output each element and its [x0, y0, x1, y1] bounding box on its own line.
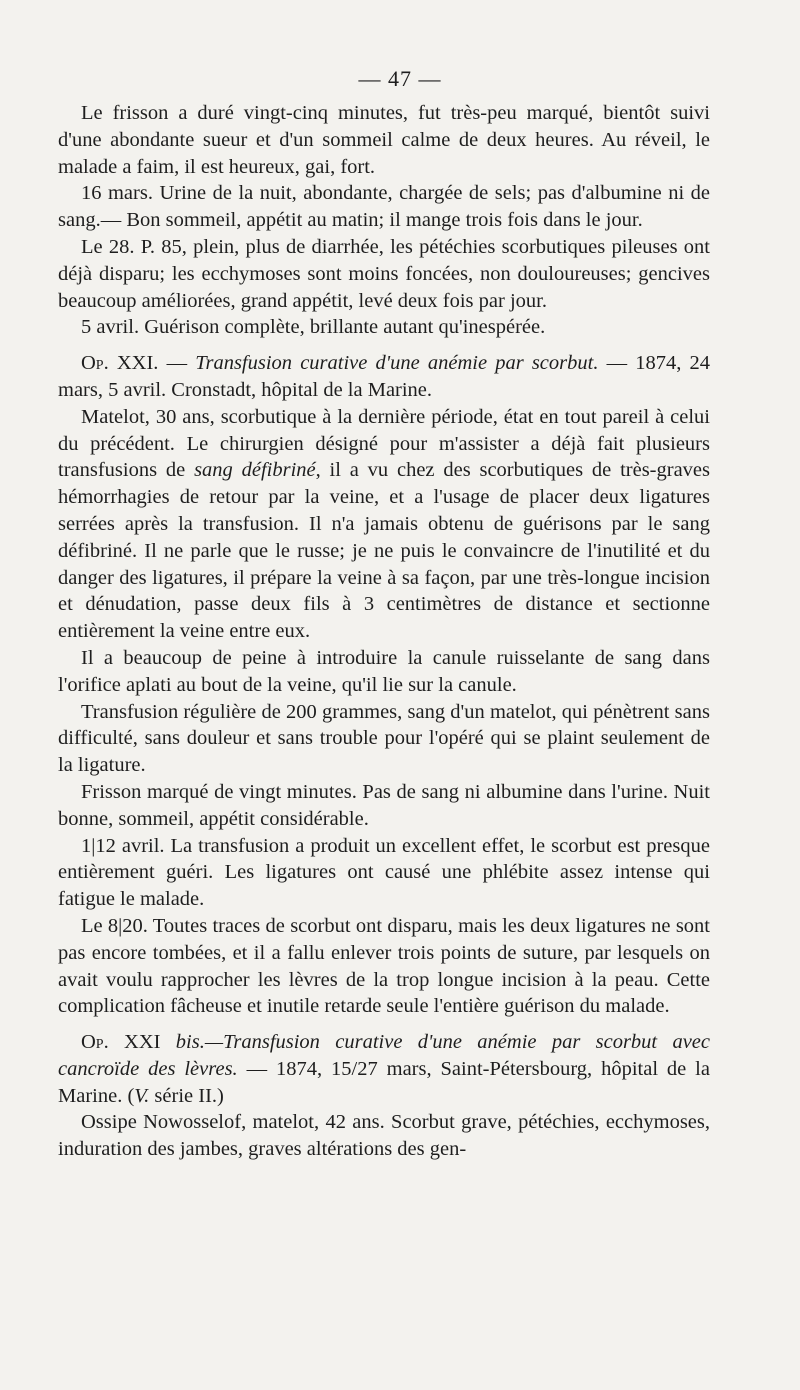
observation-bis-suffix: bis. — [160, 1031, 205, 1054]
observation-bis-ref: V. — [134, 1084, 150, 1107]
matelot-text-italic: sang défibriné — [194, 459, 316, 482]
paragraph-5-avril: 5 avril. Guérison complète, brillante autant qu'inespérée. — [81, 316, 546, 339]
observation-bis-label: Op. XXI — [81, 1031, 161, 1054]
text-body — [58, 100, 710, 1163]
observation-bis-details: — 1874, 15/27 mars, Saint-Pétersbourg, hôpital de la Marine. ( — [58, 1057, 710, 1107]
page-number: — 47 — — [358, 66, 442, 91]
paragraph-16-mars: 16 mars. Urine de la nuit, abondante, chargée de sels; pas d'albumine ni de sang.— Bon sommeil, appétit au matin; il mange trois fois dans le jour. — [58, 182, 710, 232]
matelot-text-start: Matelot, 30 ans, scorbutique à la dernière période, état en tout pareil à celui du précédent. Le chirurgien désigné pour m'assister a déjà fait plusieurs transfusions de — [58, 405, 710, 482]
paragraph-frisson: Le frisson a duré vingt-cinq minutes, fut très-peu marqué, bientôt suivi d'une abondante sueur et d'un sommeil calme de deux heures. Au réveil, le malade a faim, il est heureux, gai, fort. — [58, 102, 710, 178]
paragraph-1-12-avril: 1|12 avril. La transfusion a produit un excellent effet, le scorbut est presque entièrement guéri. Les ligatures ont causé une phlébite assez intense qui fatigue le malade. — [58, 834, 710, 911]
paragraph-canule: Il a beaucoup de peine à introduire la canule ruisselante de sang dans l'orifice aplati au bout de la veine, qu'il lie sur la canule. — [58, 646, 710, 696]
observation-details: — 1874, 24 mars, 5 avril. Cronstadt, hôpital de la Marine. — [58, 352, 710, 401]
observation-heading-xxi-bis — [58, 1029, 710, 1109]
paragraph-frisson-marque: Frisson marqué de vingt minutes. Pas de sang ni albumine dans l'urine. Nuit bonne, sommeil, appétit considérable. — [58, 780, 710, 830]
observation-dash: — — [158, 352, 196, 375]
paragraph-le-28: Le 28. P. 85, plein, plus de diarrhée, les pétéchies scorbutiques pileuses ont déjà disparu; les ecchymoses sont moins foncées, non douloureuses; gencives beaucoup améliorées, grand appétit, levé deux fois par jour. — [58, 235, 710, 312]
paragraph-ossipe: Ossipe Nowosselof, matelot, 42 ans. Scorbut grave, pétéchies, ecchymoses, induration des jambes, graves altérations des gen- — [58, 1111, 710, 1161]
paragraph-le-8-20: Le 8|20. Toutes traces de scorbut ont disparu, mais les deux ligatures ne sont pas encore tombées, et il a fallu enlever trois points de suture, par lesquels on avait voulu rapprocher les lèvres de la trop longue incision à la peau. Cette complication fâcheuse et inutile retarde seule l'entière guérison du malade. — [58, 914, 710, 1018]
observation-heading-xxi — [58, 350, 710, 404]
paragraph-transfusion: Transfusion régulière de 200 grammes, sang d'un matelot, qui pénètrent sans difficulté, sans douleur et sans trouble pour l'opéré qui se plaint seulement de la ligature. — [58, 700, 710, 777]
observation-bis-series: série II.) — [149, 1084, 224, 1107]
observation-title: Transfusion curative d'une anémie par scorbut. — [195, 352, 599, 375]
matelot-text-end: , il a vu chez des scorbutiques de très-graves hémorrhagies de retour par la veine, et a l'usage de placer deux ligatures serrées après la transfusion. Il n'a jamais obtenu de guérisons par le sang défibriné. Il ne parle que le russe; je ne puis le convaincre de l'inutilité et du danger des ligatures, il prépare la veine à sa façon, par une très-longue incision et dénudation, passe deux fils à 3 centimètres de distance et sectionne entièrement la veine entre eux. — [58, 459, 710, 643]
paragraph-matelot — [58, 404, 710, 645]
observation-label: Op. XXI. — [81, 352, 159, 375]
observation-bis-title: —Transfusion curative d'une anémie par scorbut avec cancroïde des lèvres. — [58, 1031, 710, 1080]
